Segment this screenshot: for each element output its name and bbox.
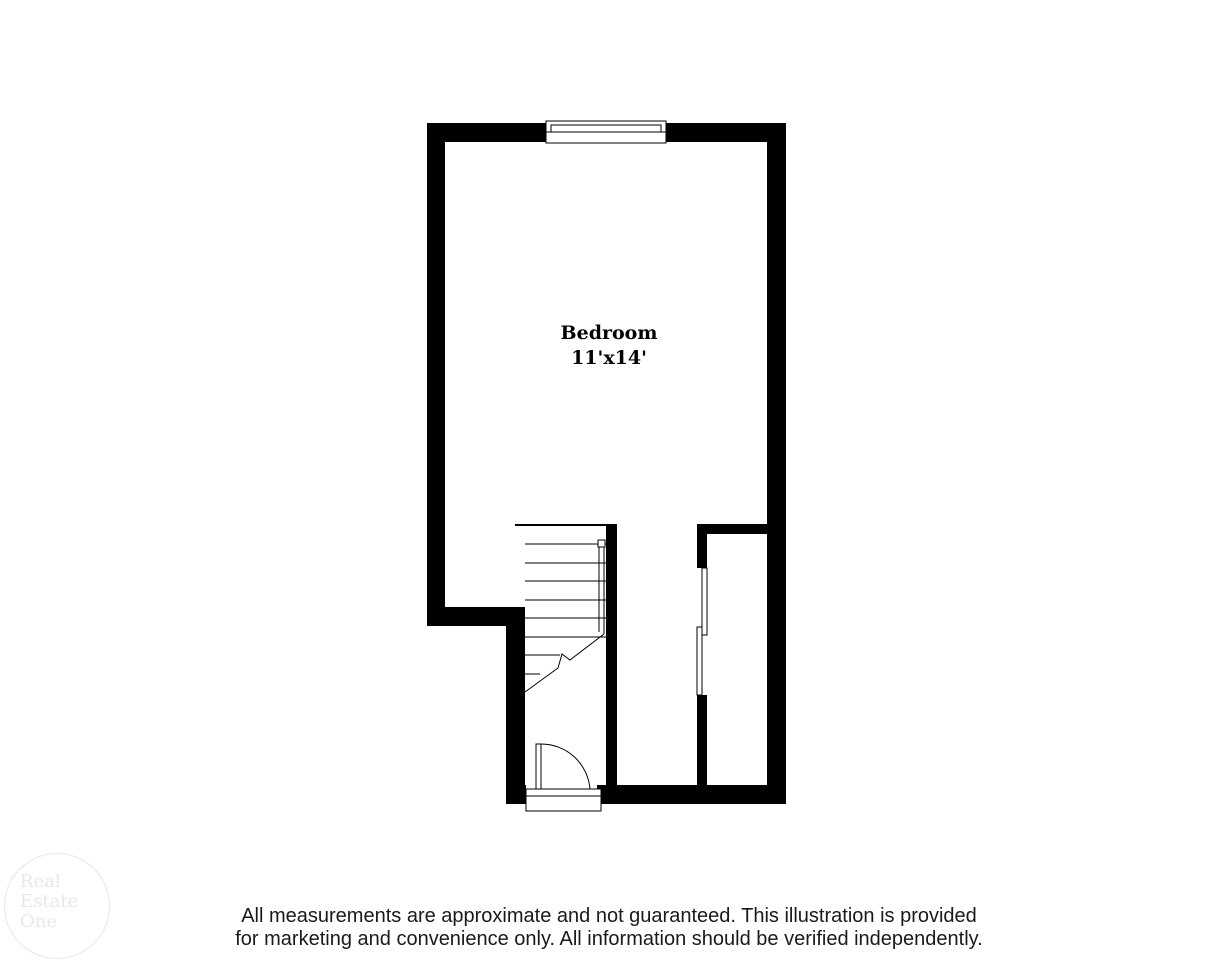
wall-closet-top — [697, 524, 767, 534]
disclaimer-line-2: for marketing and convenience only. All information should be verified independently. — [235, 928, 983, 950]
wall-closet-left-upper — [697, 524, 707, 568]
window — [546, 121, 666, 143]
wall-stair-left — [506, 607, 525, 804]
disclaimer — [0, 905, 1218, 951]
wall-bottom-left-stub — [506, 785, 526, 804]
room-label-bedroom — [489, 321, 729, 371]
wall-closet-left-lower — [697, 695, 707, 790]
room-name: Bedroom — [560, 322, 658, 344]
disclaimer-line-1: All measurements are approximate and not guaranteed. This illustration is provided — [241, 905, 977, 927]
wall-stair-right — [606, 524, 617, 804]
staircase — [525, 540, 606, 692]
wall-left — [427, 123, 445, 626]
closet-doors — [697, 568, 707, 695]
walls — [427, 123, 786, 804]
stair-top-edge — [515, 524, 616, 526]
room-dimensions: 11'x14' — [571, 347, 647, 369]
watermark-text: Real Estate One — [20, 871, 79, 932]
wall-right — [767, 123, 786, 804]
wall-bottom-right — [606, 785, 786, 804]
entry-door — [526, 744, 601, 811]
